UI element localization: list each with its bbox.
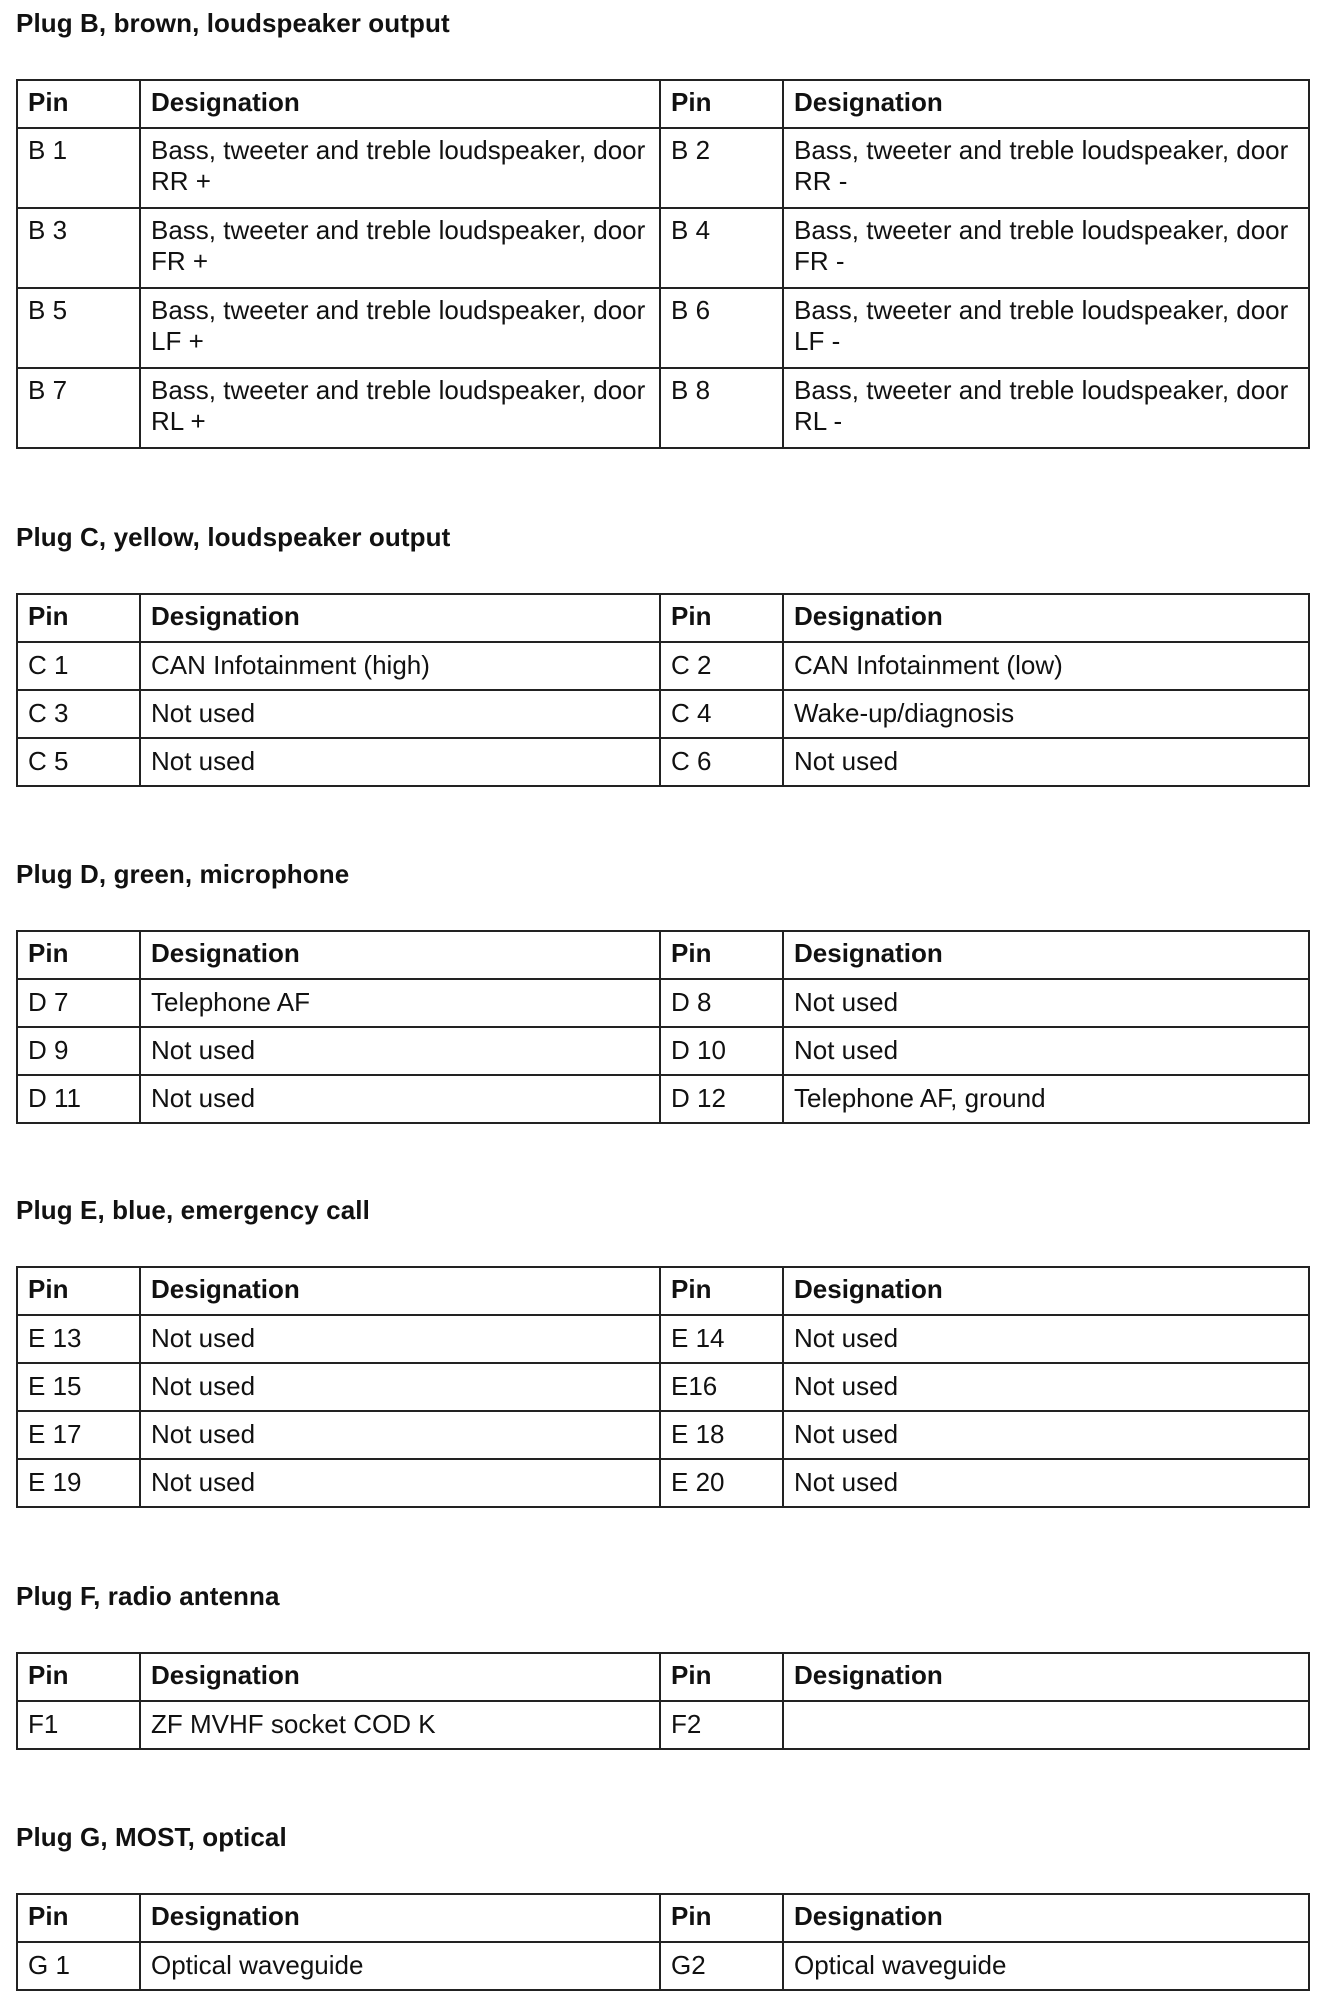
designation-cell: CAN Infotainment (low): [783, 642, 1309, 690]
pin-cell: G2: [660, 1942, 783, 1990]
header-designation: Designation: [783, 80, 1309, 128]
pin-cell: F1: [17, 1701, 140, 1749]
table-row: [17, 738, 1309, 786]
pin-cell: E 17: [17, 1411, 140, 1459]
table-row: [17, 1315, 1309, 1363]
table-row: [17, 1411, 1309, 1459]
pin-cell: B 2: [660, 128, 783, 208]
designation-cell: Bass, tweeter and treble loudspeaker, door RR -: [783, 128, 1309, 208]
header-designation: Designation: [783, 1653, 1309, 1701]
header-pin: Pin: [17, 1267, 140, 1315]
designation-cell: Bass, tweeter and treble loudspeaker, door LF -: [783, 288, 1309, 368]
header-pin: Pin: [17, 1894, 140, 1942]
designation-cell: Not used: [140, 1411, 660, 1459]
pin-cell: E 18: [660, 1411, 783, 1459]
section-title-plug-f: Plug F, radio antenna: [16, 1581, 280, 1611]
table-row: [17, 642, 1309, 690]
header-pin: Pin: [660, 594, 783, 642]
header-pin: Pin: [17, 80, 140, 128]
header-designation: Designation: [783, 1894, 1309, 1942]
table-header-row: [17, 1894, 1309, 1942]
designation-cell: Not used: [783, 1459, 1309, 1507]
designation-cell: Optical waveguide: [783, 1942, 1309, 1990]
header-designation: Designation: [783, 1267, 1309, 1315]
designation-cell: Not used: [140, 1315, 660, 1363]
designation-cell: CAN Infotainment (high): [140, 642, 660, 690]
pin-cell: C 1: [17, 642, 140, 690]
header-designation: Designation: [140, 594, 660, 642]
header-pin: Pin: [660, 931, 783, 979]
pin-cell: D 10: [660, 1027, 783, 1075]
designation-cell: Bass, tweeter and treble loudspeaker, door FR +: [140, 208, 660, 288]
designation-cell: Wake-up/diagnosis: [783, 690, 1309, 738]
section-title-plug-b: Plug B, brown, loudspeaker output: [16, 8, 450, 38]
designation-cell: Telephone AF: [140, 979, 660, 1027]
pin-cell: E 19: [17, 1459, 140, 1507]
header-designation: Designation: [140, 80, 660, 128]
section-title-plug-e: Plug E, blue, emergency call: [16, 1195, 370, 1225]
pin-cell: E16: [660, 1363, 783, 1411]
designation-cell: Not used: [140, 1363, 660, 1411]
designation-cell: Bass, tweeter and treble loudspeaker, door RR +: [140, 128, 660, 208]
pin-cell: E 20: [660, 1459, 783, 1507]
section-title-plug-d: Plug D, green, microphone: [16, 859, 350, 889]
designation-cell: ZF MVHF socket COD K: [140, 1701, 660, 1749]
designation-cell: Not used: [140, 1459, 660, 1507]
pin-cell: C 4: [660, 690, 783, 738]
header-pin: Pin: [660, 80, 783, 128]
table-header-row: [17, 594, 1309, 642]
table-row: [17, 1701, 1309, 1749]
pin-table-plug-d: [16, 930, 1310, 1124]
pin-cell: C 2: [660, 642, 783, 690]
pin-cell: E 13: [17, 1315, 140, 1363]
header-pin: Pin: [660, 1267, 783, 1315]
pin-table-plug-c: [16, 593, 1310, 787]
pin-cell: D 9: [17, 1027, 140, 1075]
table-header-row: [17, 80, 1309, 128]
pin-cell: F2: [660, 1701, 783, 1749]
header-pin: Pin: [17, 594, 140, 642]
table-row: [17, 208, 1309, 288]
pin-table-plug-e: [16, 1266, 1310, 1508]
designation-cell: Not used: [783, 979, 1309, 1027]
designation-cell: Bass, tweeter and treble loudspeaker, door RL +: [140, 368, 660, 448]
pin-table-plug-f: [16, 1652, 1310, 1750]
section-title-plug-c: Plug C, yellow, loudspeaker output: [16, 522, 451, 552]
pin-table-plug-b: [16, 79, 1310, 449]
header-pin: Pin: [17, 931, 140, 979]
table-row: [17, 979, 1309, 1027]
pin-cell: B 6: [660, 288, 783, 368]
header-pin: Pin: [17, 1653, 140, 1701]
header-designation: Designation: [140, 931, 660, 979]
pin-cell: B 1: [17, 128, 140, 208]
designation-cell: Not used: [783, 1411, 1309, 1459]
header-pin: Pin: [660, 1653, 783, 1701]
pin-cell: C 3: [17, 690, 140, 738]
table-row: [17, 1027, 1309, 1075]
table-row: [17, 288, 1309, 368]
designation-cell: Not used: [783, 1363, 1309, 1411]
designation-cell: [783, 1701, 1309, 1749]
header-designation: Designation: [783, 594, 1309, 642]
pin-cell: D 7: [17, 979, 140, 1027]
pin-cell: E 14: [660, 1315, 783, 1363]
table-row: [17, 1459, 1309, 1507]
designation-cell: Not used: [140, 1027, 660, 1075]
designation-cell: Not used: [783, 1315, 1309, 1363]
table-header-row: [17, 931, 1309, 979]
pin-cell: D 11: [17, 1075, 140, 1123]
header-pin: Pin: [660, 1894, 783, 1942]
pin-cell: E 15: [17, 1363, 140, 1411]
designation-cell: Bass, tweeter and treble loudspeaker, door LF +: [140, 288, 660, 368]
table-header-row: [17, 1267, 1309, 1315]
designation-cell: Not used: [783, 738, 1309, 786]
designation-cell: Not used: [140, 738, 660, 786]
section-title-plug-g: Plug G, MOST, optical: [16, 1822, 287, 1852]
pin-cell: B 7: [17, 368, 140, 448]
header-designation: Designation: [140, 1653, 660, 1701]
pin-cell: D 12: [660, 1075, 783, 1123]
table-row: [17, 690, 1309, 738]
pin-cell: B 4: [660, 208, 783, 288]
pin-table-plug-g: [16, 1893, 1310, 1991]
table-row: [17, 1075, 1309, 1123]
header-designation: Designation: [140, 1267, 660, 1315]
pin-cell: C 5: [17, 738, 140, 786]
designation-cell: Not used: [783, 1027, 1309, 1075]
table-header-row: [17, 1653, 1309, 1701]
header-designation: Designation: [783, 931, 1309, 979]
designation-cell: Telephone AF, ground: [783, 1075, 1309, 1123]
pin-cell: D 8: [660, 979, 783, 1027]
designation-cell: Optical waveguide: [140, 1942, 660, 1990]
pin-cell: G 1: [17, 1942, 140, 1990]
pin-cell: C 6: [660, 738, 783, 786]
pin-cell: B 8: [660, 368, 783, 448]
pin-cell: B 5: [17, 288, 140, 368]
pin-cell: B 3: [17, 208, 140, 288]
header-designation: Designation: [140, 1894, 660, 1942]
designation-cell: Not used: [140, 1075, 660, 1123]
designation-cell: Bass, tweeter and treble loudspeaker, door FR -: [783, 208, 1309, 288]
designation-cell: Not used: [140, 690, 660, 738]
table-row: [17, 1942, 1309, 1990]
table-row: [17, 1363, 1309, 1411]
table-row: [17, 128, 1309, 208]
table-row: [17, 368, 1309, 448]
designation-cell: Bass, tweeter and treble loudspeaker, door RL -: [783, 368, 1309, 448]
